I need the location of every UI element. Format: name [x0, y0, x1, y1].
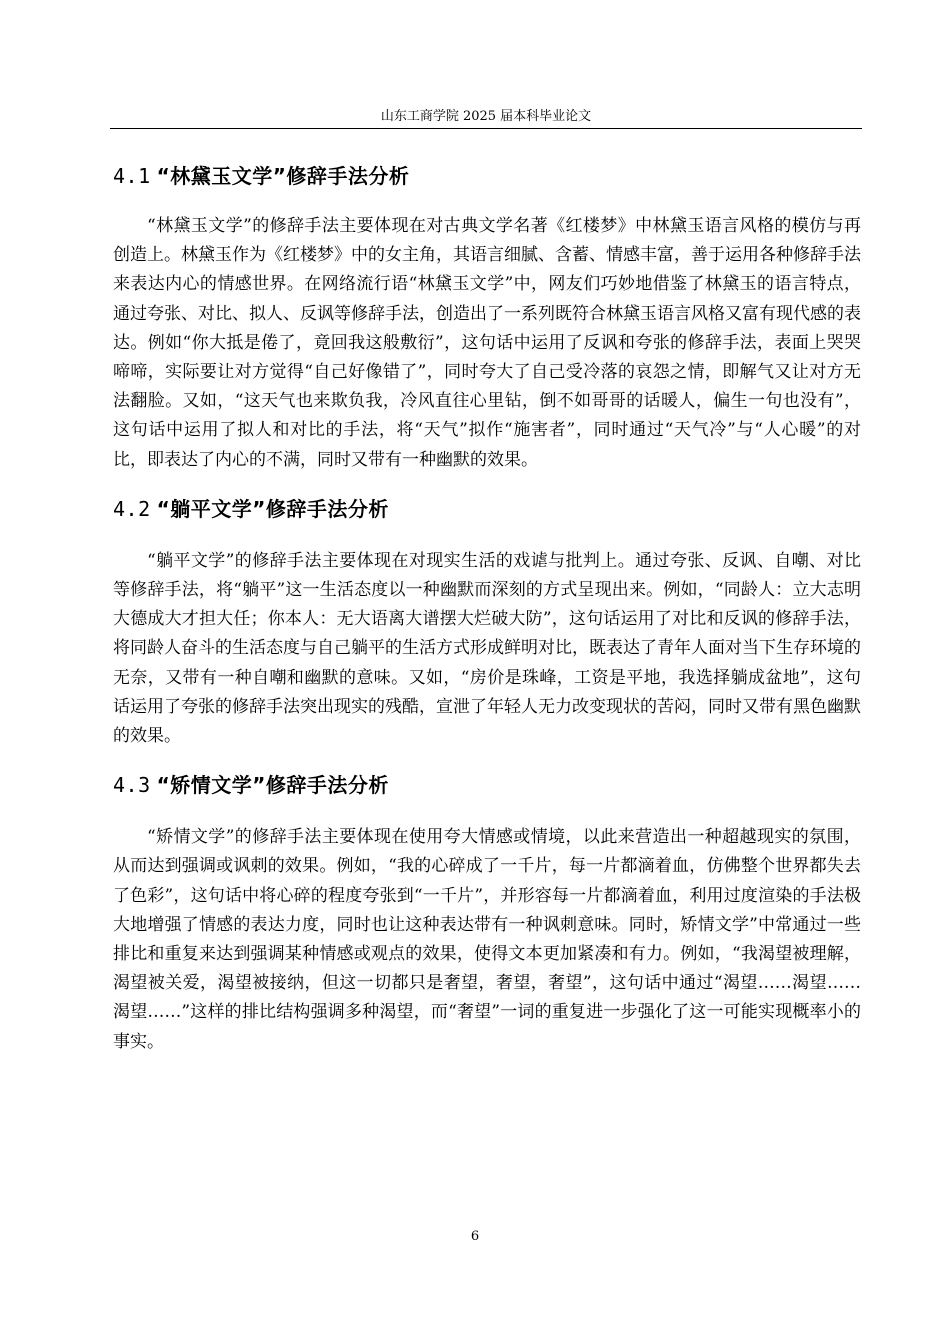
section-heading	[113, 761, 861, 809]
page-content	[113, 152, 861, 1057]
section-4-2	[113, 485, 861, 751]
header-rule	[110, 128, 862, 129]
page-header: 山东工商学院 2025 届本科毕业论文	[380, 109, 592, 124]
section-4-3	[113, 761, 861, 1057]
section-heading	[113, 152, 861, 200]
section-paragraph: “矫情文学”的修辞手法主要体现在使用夸大情感或情境，以此来营造出一种超越现实的氛围，从而达到强调或讽刺的效果。例如，“我的心碎成了一千片，每一片都滴着血，仿佛整个世界都失去了色彩”，这句话中将心碎的程度夸张到“一千片”，并形容每一片都滴着血，利用过度渲染的手法极大地增强了情感的表达力度，同时也让这种表达带有一种讽刺意味。同时，矫情文学”中常通过一些排比和重复来达到强调某种情感或观点的效果，使得文本更加紧凑和有力。例如，“我渴望被理解，渴望被关爱，渴望被接纳，但这一切都只是奢望，奢望，奢望”，这句话中通过“渴望……渴望……渴望……”这样的排比结构强调多种渴望，而“奢望”一词的重复进一步强化了这一可能实现概率小的事实。	[113, 827, 861, 1052]
page-number: 6	[470, 1229, 480, 1244]
section-number: 4.1	[113, 164, 151, 188]
section-paragraph: “林黛玉文学”的修辞手法主要体现在对古典文学名著《红楼梦》中林黛玉语言风格的模仿与再创造上。林黛玉作为《红楼梦》中的女主角，其语言细腻、含蓄、情感丰富，善于运用各种修辞手法来表达内心的情感世界。在网络流行语“林黛玉文学”中，网友们巧妙地借鉴了林黛玉的语言特点，通过夸张、对比、拟人、反讽等修辞手法，创造出了一系列既符合林黛玉语言风格又富有现代感的表达。例如“你大抵是倦了，竟回我这般敷衍”，这句话中运用了反讽和夸张的修辞手法，表面上哭哭啼啼，实际要让对方觉得“自己好像错了”，同时夸大了自己受冷落的哀怨之情，即解气又让对方无法翻脸。又如，“这天气也来欺负我，冷风直往心里钻，倒不如哥哥的话暖人，偏生一句也没有”，这句话中运用了拟人和对比的手法，将“天气”拟作“施害者”，同时通过“天气冷”与“人心暖”的对比，即表达了内心的不满，同时又带有一种幽默的效果。	[113, 216, 861, 470]
section-title: “林黛玉文学”修辞手法分析	[156, 164, 410, 188]
section-4-1	[113, 152, 861, 475]
section-title: “躺平文学”修辞手法分析	[156, 496, 389, 521]
section-heading	[113, 485, 861, 533]
section-number: 4.3	[113, 773, 151, 798]
section-paragraph: “躺平文学”的修辞手法主要体现在对现实生活的戏谑与批判上。通过夸张、反讽、自嘲、对比等修辞手法，将“躺平”这一生活态度以一种幽默而深刻的方式呈现出来。例如，“同龄人：立大志明大德成大才担大任；你本人：无大语离大谱摆大烂破大防”，这句话运用了对比和反讽的修辞手法，将同龄人奋斗的生活态度与自己躺平的生活方式形成鲜明对比，既表达了青年人面对当下生存环境的无奈，又带有一种自嘲和幽默的意味。又如，“房价是珠峰，工资是平地，我选择躺成盆地”，这句话运用了夸张的修辞手法突出现实的残酷，宣泄了年轻人无力改变现状的苦闷，同时又带有黑色幽默的效果。	[113, 550, 861, 747]
section-title: “矫情文学”修辞手法分析	[156, 773, 389, 798]
section-number: 4.2	[113, 496, 151, 521]
